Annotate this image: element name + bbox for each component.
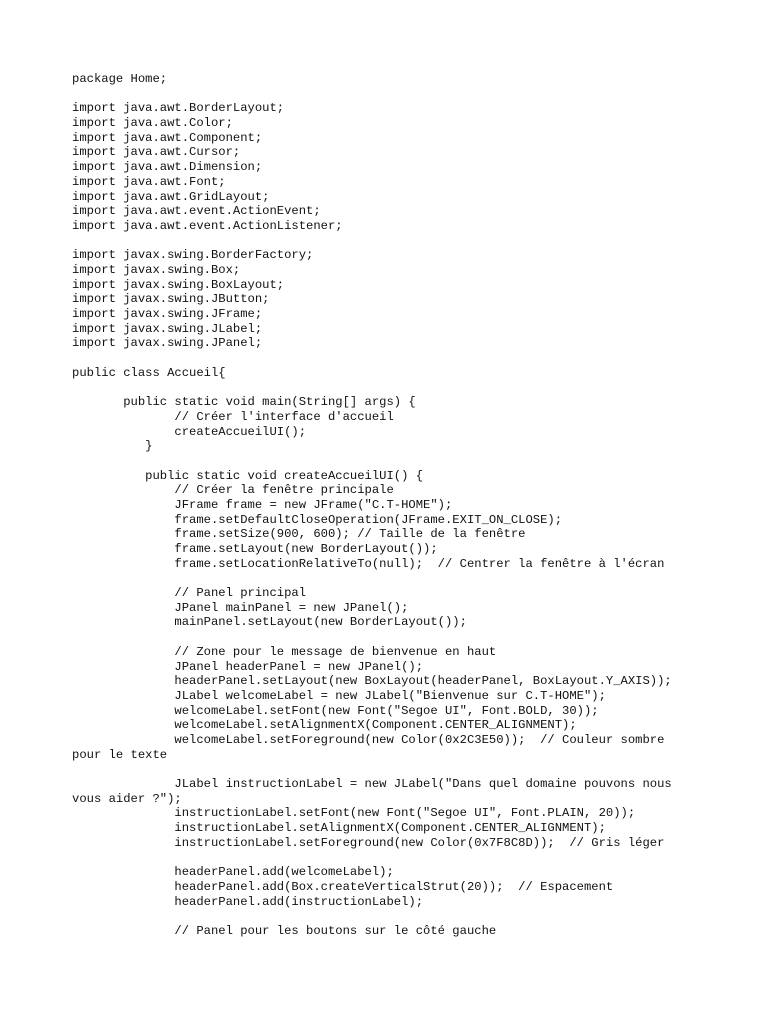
code-line: frame.setLayout(new BorderLayout()); (72, 542, 438, 556)
code-line: JPanel mainPanel = new JPanel(); (72, 600, 409, 615)
code-line: import javax.swing.BorderFactory; (72, 248, 314, 263)
code-line: import java.awt.Color; (72, 116, 233, 131)
code-line: import javax.swing.BoxLayout; (72, 277, 285, 292)
code-line: instructionLabel.setForeground(new Color(0x7F8C8D)); // Gris léger (72, 835, 665, 850)
code-line: public static void main(String[] args) { (72, 395, 416, 410)
code-line: // Panel pour les boutons sur le côté gauche (72, 923, 497, 938)
code-line: vous aider ?"); (72, 791, 182, 806)
code-line: import java.awt.BorderLayout; (72, 101, 285, 116)
code-line: JLabel instructionLabel = new JLabel("Dans quel domaine pouvons nous (72, 777, 672, 791)
code-line: headerPanel.add(welcomeLabel); (72, 865, 394, 880)
code-line: package Home; (72, 72, 168, 86)
code-line: createAccueilUI(); (72, 424, 307, 439)
blank-line (72, 454, 712, 469)
blank-line (72, 380, 712, 395)
code-line: // Panel principal (72, 586, 307, 601)
code-line: instructionLabel.setAlignmentX(Component.CENTER_ALIGNMENT); (72, 821, 606, 836)
blank-line (72, 850, 712, 865)
blank-line (72, 571, 712, 586)
code-line: public class Accueil{ (72, 365, 226, 380)
code-line: mainPanel.setLayout(new BorderLayout()); (72, 615, 467, 630)
code-line: } (72, 439, 153, 454)
code-line: import java.awt.Font; (72, 174, 226, 189)
blank-line (72, 351, 712, 366)
code-line: instructionLabel.setFont(new Font("Segoe UI", Font.PLAIN, 20)); (72, 806, 636, 821)
code-line: import javax.swing.Box; (72, 262, 241, 277)
code-line: import java.awt.Component; (72, 130, 263, 145)
code-line: import javax.swing.JLabel; (72, 321, 263, 336)
code-line: import javax.swing.JFrame; (72, 307, 263, 321)
code-line: welcomeLabel.setFont(new Font("Segoe UI", Font.BOLD, 30)); (72, 703, 599, 718)
blank-line (72, 87, 712, 102)
code-line: JFrame frame = new JFrame("C.T-HOME"); (72, 497, 453, 512)
code-line: // Créer l'interface d'accueil (72, 409, 394, 424)
code-line: headerPanel.setLayout(new BoxLayout(headerPanel, BoxLayout.Y_AXIS)); (72, 674, 672, 689)
code-line: JPanel headerPanel = new JPanel(); (72, 659, 424, 674)
blank-line (72, 909, 712, 924)
code-line: frame.setSize(900, 600); // Taille de la fenêtre (72, 527, 526, 542)
blank-line (72, 762, 712, 777)
code-line: headerPanel.add(instructionLabel); (72, 894, 424, 909)
code-line: import javax.swing.JButton; (72, 292, 270, 307)
code-line: JLabel welcomeLabel = new JLabel("Bienvenue sur C.T-HOME"); (72, 688, 606, 703)
code-line: frame.setDefaultCloseOperation(JFrame.EXIT_ON_CLOSE); (72, 512, 563, 527)
code-line: // Zone pour le message de bienvenue en haut (72, 644, 497, 659)
code-line: welcomeLabel.setForeground(new Color(0x2C3E50)); // Couleur sombre (72, 732, 665, 747)
code-line: import java.awt.GridLayout; (72, 189, 270, 204)
code-line: import java.awt.event.ActionEvent; (72, 204, 321, 219)
source-code-block (72, 72, 712, 939)
blank-line (72, 234, 712, 249)
code-line: import java.awt.Cursor; (72, 145, 241, 160)
blank-line (72, 630, 712, 645)
code-line: public static void createAccueilUI() { (72, 468, 424, 483)
code-line: // Créer la fenêtre principale (72, 483, 394, 498)
code-line: frame.setLocationRelativeTo(null); // Centrer la fenêtre à l'écran (72, 556, 665, 571)
code-line: import java.awt.Dimension; (72, 160, 263, 175)
code-line: pour le texte (72, 747, 168, 762)
code-line: import javax.swing.JPanel; (72, 336, 263, 351)
code-line: welcomeLabel.setAlignmentX(Component.CENTER_ALIGNMENT); (72, 718, 577, 733)
code-line: headerPanel.add(Box.createVerticalStrut(20)); // Espacement (72, 879, 614, 894)
code-line: import java.awt.event.ActionListener; (72, 218, 343, 233)
